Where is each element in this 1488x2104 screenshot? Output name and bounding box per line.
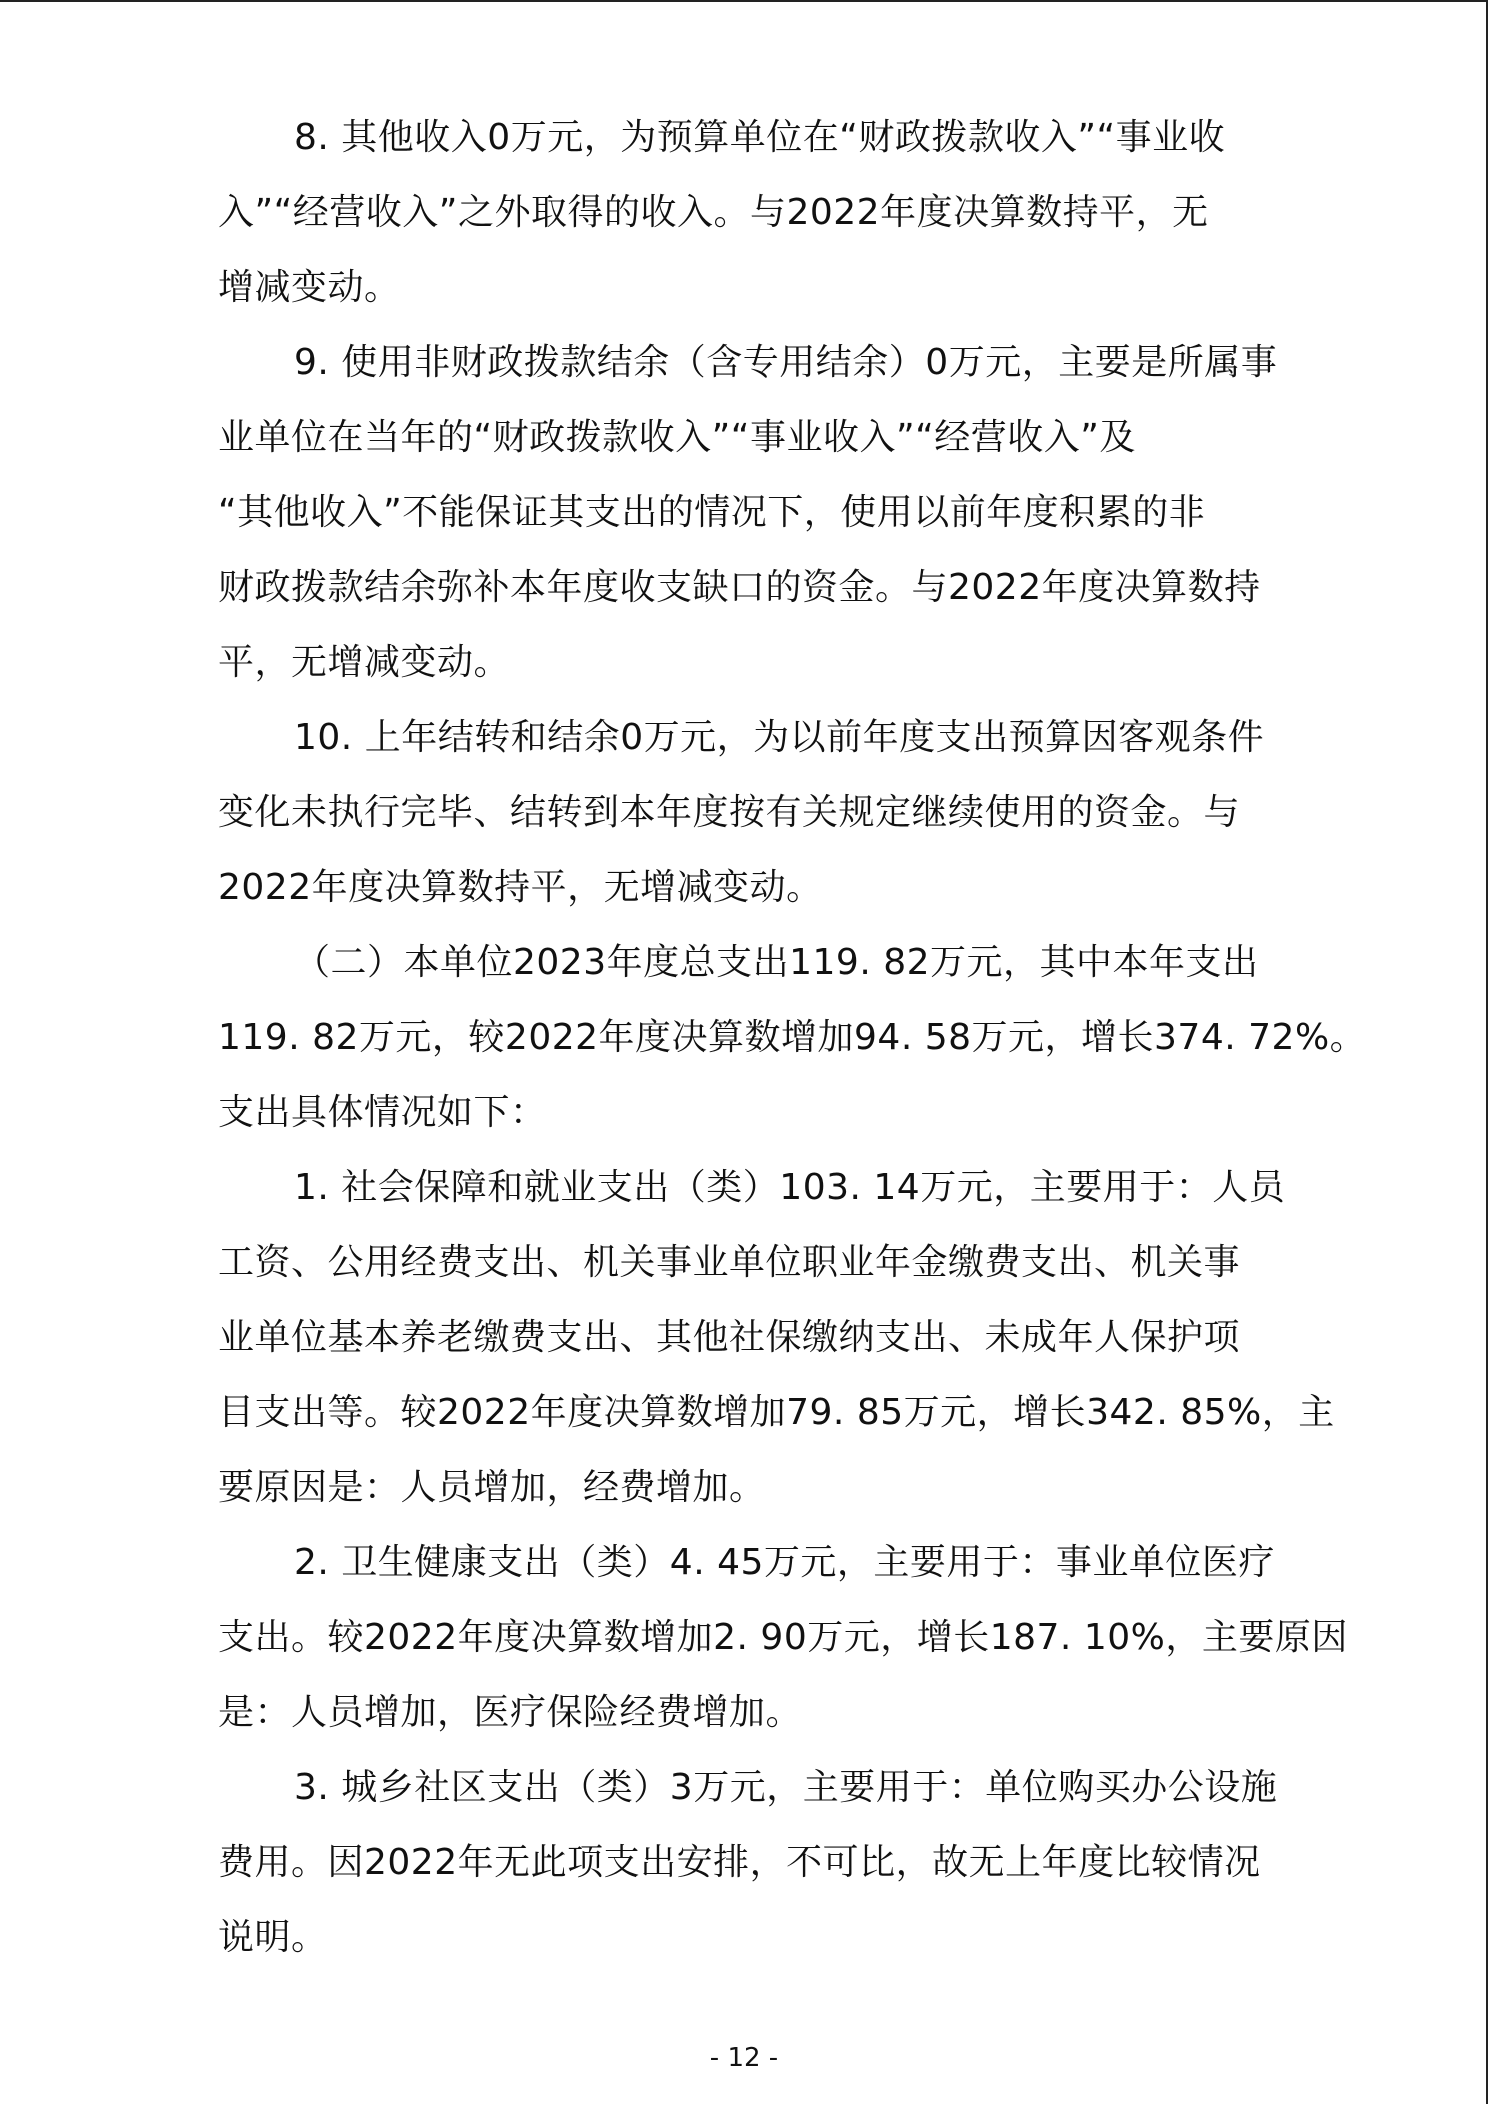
paragraph-non-fiscal-balance-line: 财政拨款结余弥补本年度收支缺口的资金。与2022年度决算数持: [218, 567, 1261, 608]
paragraph-carryover-line: 2022年度决算数持平，无增减变动。: [218, 867, 823, 908]
paragraph-non-fiscal-balance-line: 业单位在当年的“财政拨款收入”“事业收入”“经营收入”及: [218, 417, 1136, 458]
paragraph-other-income-line: 8. 其他收入0万元，为预算单位在“财政拨款收入”“事业收: [294, 117, 1226, 158]
top-border-line: [0, 0, 1488, 2]
paragraph-social-security-line: 工资、公用经费支出、机关事业单位职业年金缴费支出、机关事: [218, 1242, 1241, 1283]
paragraph-health-line: 2. 卫生健康支出（类）4. 45万元，主要用于：事业单位医疗: [294, 1542, 1275, 1583]
paragraph-social-security-line: 要原因是：人员增加，经费增加。: [218, 1467, 766, 1508]
paragraph-carryover-line: 变化未执行完毕、结转到本年度按有关规定继续使用的资金。与: [218, 792, 1241, 833]
paragraph-total-expenditure-line: 支出具体情况如下：: [218, 1092, 547, 1133]
paragraph-community-line: 说明。: [218, 1917, 328, 1958]
paragraph-non-fiscal-balance-line: 9. 使用非财政拨款结余（含专用结余）0万元，主要是所属事: [294, 342, 1278, 383]
paragraph-non-fiscal-balance-line: “其他收入”不能保证其支出的情况下，使用以前年度积累的非: [218, 492, 1206, 533]
paragraph-health-line: 是：人员增加，医疗保险经费增加。: [218, 1692, 803, 1733]
paragraph-social-security-line: 业单位基本养老缴费支出、其他社保缴纳支出、未成年人保护项: [218, 1317, 1241, 1358]
paragraph-total-expenditure-line: （二）本单位2023年度总支出119. 82万元，其中本年支出: [294, 942, 1259, 983]
paragraph-other-income-line: 增减变动。: [218, 267, 401, 308]
paragraph-social-security-line: 目支出等。较2022年度决算数增加79. 85万元，增长342. 85%，主: [218, 1392, 1335, 1433]
paragraph-total-expenditure-line: 119. 82万元，较2022年度决算数增加94. 58万元，增长374. 72%。: [218, 1017, 1367, 1058]
paragraph-health-line: 支出。较2022年度决算数增加2. 90万元，增长187. 10%，主要原因: [218, 1617, 1348, 1658]
paragraph-other-income-line: 入”“经营收入”之外取得的收入。与2022年度决算数持平，无: [218, 192, 1209, 233]
page-number: - 12 -: [709, 2043, 779, 2073]
paragraph-community-line: 费用。因2022年无此项支出安排，不可比，故无上年度比较情况: [218, 1842, 1261, 1883]
paragraph-social-security-line: 1. 社会保障和就业支出（类）103. 14万元，主要用于：人员: [294, 1167, 1286, 1208]
paragraph-community-line: 3. 城乡社区支出（类）3万元，主要用于：单位购买办公设施: [294, 1767, 1278, 1808]
body-text: [218, 100, 1367, 1975]
paragraph-non-fiscal-balance-line: 平，无增减变动。: [218, 642, 511, 683]
paragraph-carryover-line: 10. 上年结转和结余0万元，为以前年度支出预算因客观条件: [294, 717, 1265, 758]
